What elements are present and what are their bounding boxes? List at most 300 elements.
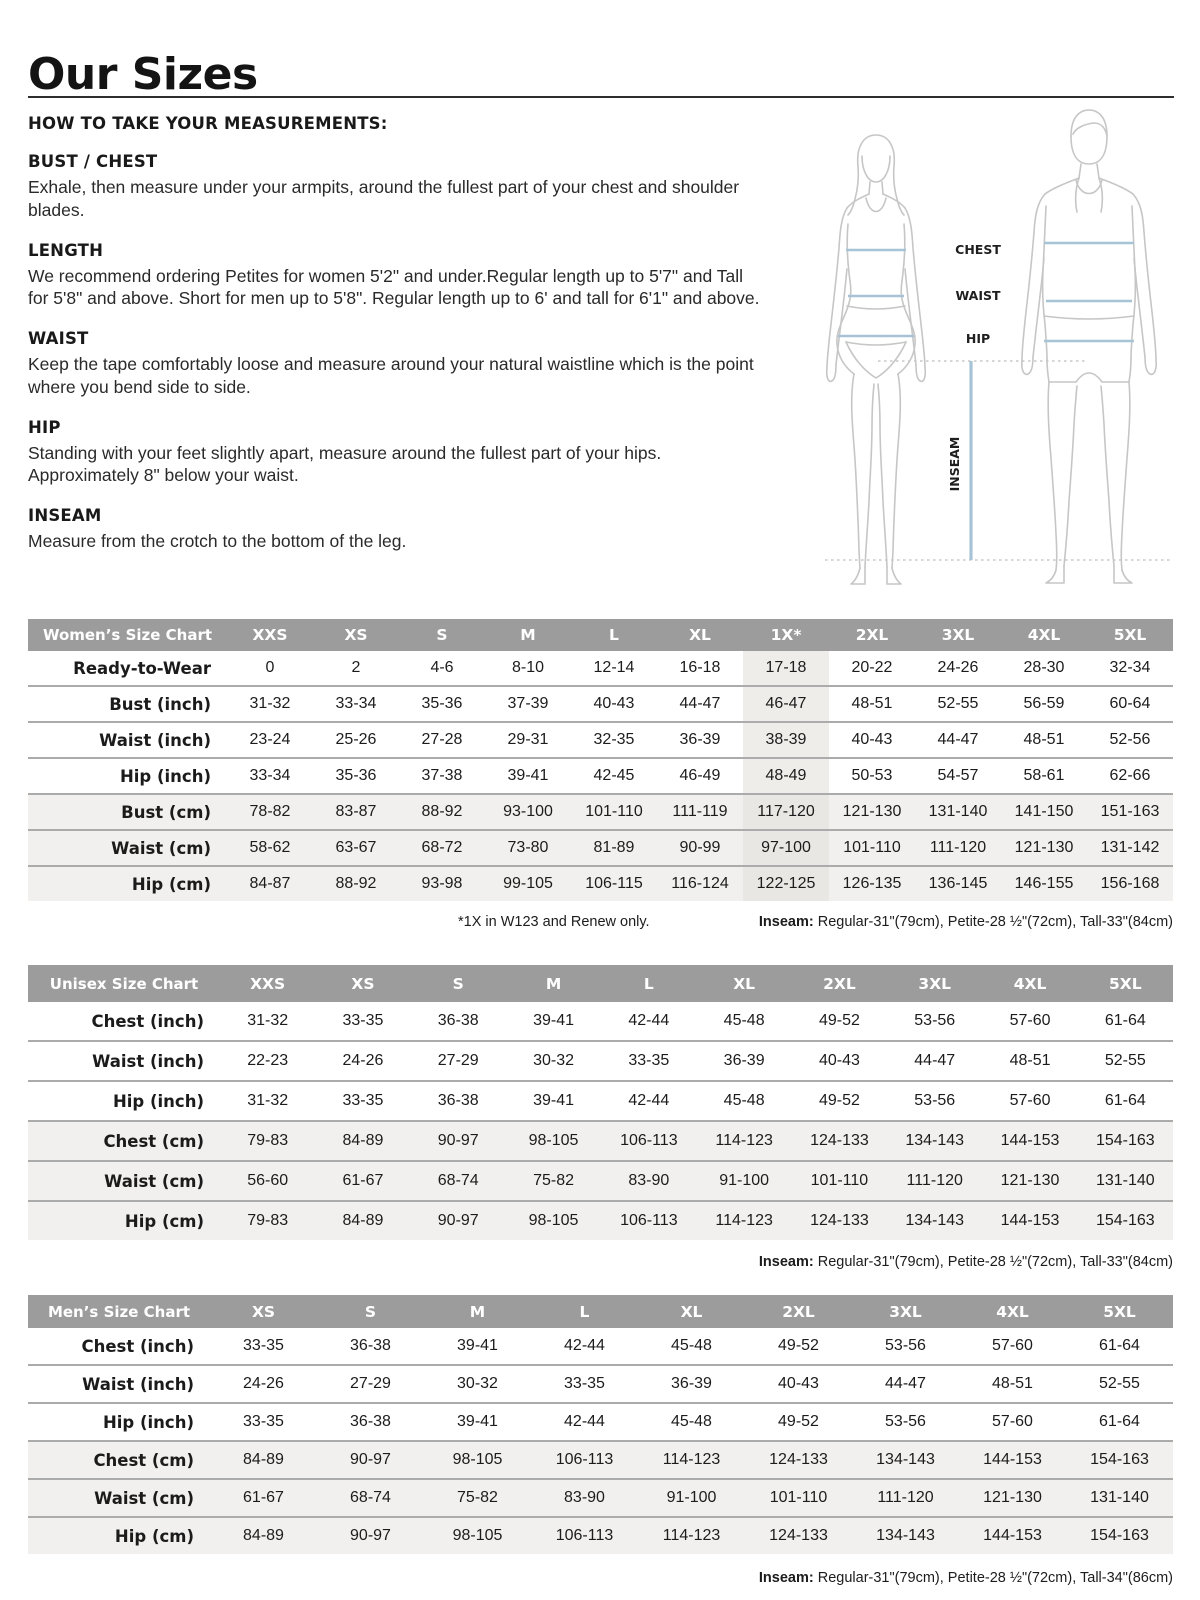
- size-cell: 33-35: [342, 1012, 384, 1029]
- table-row: [28, 1161, 1173, 1201]
- size-column-header: L: [601, 965, 696, 1002]
- size-cell: 154-163: [1095, 1212, 1155, 1229]
- size-column-header: XL: [696, 965, 791, 1002]
- size-cell: 27-28: [421, 731, 463, 748]
- size-cell: 57-60: [1009, 1092, 1051, 1109]
- size-cell: 93-100: [503, 803, 553, 820]
- size-cell: 31-32: [247, 1092, 289, 1109]
- size-cell: 30-32: [533, 1052, 574, 1069]
- size-cell: 23-24: [249, 731, 291, 748]
- page-title: Our Sizes: [28, 49, 258, 101]
- size-cell: 131-140: [1090, 1489, 1149, 1506]
- table-row: [28, 1403, 1173, 1441]
- inseam-note-label: Inseam:: [758, 914, 814, 930]
- size-column-header: L: [531, 1295, 638, 1328]
- size-cell: 24-26: [342, 1052, 384, 1069]
- instruction-section-inseam: [28, 506, 760, 553]
- size-cell: 124-133: [769, 1527, 828, 1544]
- row-label: Bust (cm): [121, 802, 211, 822]
- size-cell: 48-49: [743, 758, 829, 794]
- size-column-header: S: [399, 619, 485, 651]
- size-cell: 84-89: [342, 1132, 384, 1149]
- row-label: Waist (cm): [104, 1171, 204, 1191]
- row-label: Waist (cm): [111, 838, 211, 858]
- size-cell: 134-143: [876, 1527, 935, 1544]
- size-cell: 61-64: [1099, 1337, 1140, 1354]
- size-cell: 98-105: [528, 1212, 579, 1229]
- size-cell: 111-120: [877, 1489, 934, 1506]
- size-cell: 88-92: [421, 803, 463, 820]
- size-cell: 124-133: [810, 1132, 869, 1149]
- size-cell: 154-163: [1090, 1451, 1149, 1468]
- section-body: Exhale, then measure under your armpits, around the fullest part of your chest and shoulder blades.: [28, 177, 740, 220]
- size-column-header: 2XL: [792, 965, 887, 1002]
- size-cell: 37-38: [421, 767, 463, 784]
- size-cell: 121-130: [983, 1489, 1042, 1506]
- size-cell: 144-153: [983, 1451, 1042, 1468]
- size-cell: 36-39: [671, 1375, 712, 1392]
- size-cell: 54-57: [937, 767, 979, 784]
- inseam-note-label: Inseam:: [758, 1570, 814, 1586]
- size-cell: 154-163: [1090, 1527, 1149, 1544]
- size-cell: 62-66: [1109, 767, 1151, 784]
- row-label: Waist (cm): [94, 1488, 194, 1508]
- size-column-header: 3XL: [915, 619, 1001, 651]
- size-cell: 42-44: [628, 1092, 670, 1109]
- size-cell: 136-145: [928, 875, 988, 892]
- section-title: WAIST: [28, 329, 89, 348]
- table-row: [28, 1201, 1173, 1240]
- size-column-header: 3XL: [852, 1295, 959, 1328]
- size-cell: 131-140: [928, 803, 988, 820]
- size-cell: 49-52: [818, 1092, 860, 1109]
- row-label: Hip (cm): [114, 1526, 194, 1546]
- table-row: [28, 1081, 1173, 1121]
- size-column-header: 3XL: [887, 965, 982, 1002]
- size-cell: 99-105: [503, 875, 553, 892]
- table-title: Men’s Size Chart: [28, 1295, 210, 1328]
- size-cell: 48-51: [992, 1375, 1033, 1392]
- table-row: [28, 651, 1173, 686]
- size-column-header: XXS: [220, 965, 315, 1002]
- man-figure: [1022, 110, 1156, 583]
- size-column-header: 4XL: [982, 965, 1077, 1002]
- size-cell: 4-6: [430, 659, 454, 676]
- size-cell: 45-48: [723, 1092, 765, 1109]
- row-label: Waist (inch): [99, 730, 211, 750]
- table-row: [28, 1121, 1173, 1161]
- size-cell: 98-105: [528, 1132, 579, 1149]
- size-cell: 114-123: [662, 1451, 721, 1468]
- row-label: Bust (inch): [109, 694, 211, 714]
- size-cell: 49-52: [818, 1012, 860, 1029]
- size-cell: 57-60: [992, 1337, 1033, 1354]
- instruction-section-length: [28, 241, 760, 311]
- womens-table-footnote: [28, 914, 1173, 930]
- size-cell: 146-155: [1014, 875, 1074, 892]
- size-cell: 122-125: [743, 866, 829, 901]
- table-row: [28, 1328, 1173, 1365]
- chest-label: CHEST: [955, 242, 1001, 257]
- table-row: [28, 1002, 1173, 1041]
- womens-size-chart-table: [28, 619, 1173, 901]
- size-cell: 114-123: [662, 1527, 721, 1544]
- size-cell: 27-29: [350, 1375, 391, 1392]
- size-column-header: XXS: [227, 619, 313, 651]
- size-cell: 114-123: [715, 1132, 773, 1149]
- size-cell: 63-67: [335, 839, 377, 856]
- table-row: [28, 794, 1173, 830]
- size-cell: 22-23: [247, 1052, 289, 1069]
- size-cell: 39-41: [507, 767, 549, 784]
- size-cell: 134-143: [905, 1132, 965, 1149]
- size-cell: 60-64: [1109, 695, 1151, 712]
- size-cell: 68-74: [437, 1172, 479, 1189]
- size-cell: 83-87: [335, 803, 377, 820]
- size-cell: 52-55: [1104, 1052, 1146, 1069]
- size-cell: 33-35: [243, 1413, 284, 1430]
- size-cell: 2: [351, 659, 361, 676]
- size-cell: 39-41: [533, 1012, 574, 1029]
- size-cell: 68-72: [421, 839, 463, 856]
- size-cell: 106-113: [555, 1451, 614, 1468]
- size-cell: 44-47: [885, 1375, 926, 1392]
- instructions-heading: HOW TO TAKE YOUR MEASUREMENTS:: [28, 114, 388, 133]
- size-cell: 121-130: [1014, 839, 1074, 856]
- size-column-header: 5XL: [1087, 619, 1173, 651]
- size-cell: 61-64: [1099, 1413, 1140, 1430]
- section-body: We recommend ordering Petites for women 5'2" and under.Regular length up to 5'7" and Tall for 5'8" and above. Short for men up to 5'8". Regular length up to 6' and tall for 6'1" and above.: [28, 265, 760, 309]
- size-cell: 27-29: [437, 1052, 479, 1069]
- size-cell: 31-32: [247, 1012, 289, 1029]
- size-cell: 126-135: [842, 875, 902, 892]
- size-cell: 17-18: [743, 651, 829, 686]
- size-cell: 33-34: [335, 695, 377, 712]
- row-label: Ready-to-Wear: [73, 658, 211, 678]
- table-row: [28, 1479, 1173, 1517]
- size-cell: 49-52: [778, 1337, 819, 1354]
- size-column-header: XS: [315, 965, 410, 1002]
- size-cell: 32-34: [1109, 659, 1151, 676]
- size-cell: 44-47: [679, 695, 721, 712]
- size-cell: 53-56: [914, 1012, 956, 1029]
- size-cell: 36-38: [350, 1413, 391, 1430]
- row-label: Hip (cm): [124, 1211, 204, 1231]
- inseam-note-text: Regular-31"(79cm), Petite-28 ½"(72cm), Tall-33"(84cm): [813, 1254, 1173, 1270]
- size-cell: 79-83: [247, 1212, 289, 1229]
- size-cell: 42-44: [564, 1413, 605, 1430]
- womens-inseam-note: [759, 914, 1173, 930]
- size-cell: 36-39: [679, 731, 721, 748]
- table-row: [28, 758, 1173, 794]
- section-body: Standing with your feet slightly apart, measure around the fullest part of your hips. Approximately 8" below your waist.: [28, 442, 662, 486]
- size-cell: 106-113: [620, 1132, 678, 1149]
- instruction-section-waist: [28, 329, 760, 399]
- size-cell: 61-64: [1104, 1092, 1146, 1109]
- size-cell: 75-82: [533, 1172, 574, 1189]
- size-cell: 48-51: [1023, 731, 1065, 748]
- size-cell: 90-97: [437, 1212, 479, 1229]
- row-label: Waist (inch): [92, 1051, 204, 1071]
- size-cell: 48-51: [851, 695, 893, 712]
- size-cell: 98-105: [452, 1451, 503, 1468]
- size-cell: 144-153: [983, 1527, 1042, 1544]
- table-row: [28, 866, 1173, 901]
- size-cell: 131-142: [1100, 839, 1160, 856]
- size-cell: 101-110: [585, 803, 643, 820]
- size-cell: 61-67: [342, 1172, 384, 1189]
- table-title: Women’s Size Chart: [28, 619, 227, 651]
- size-column-header: XL: [657, 619, 743, 651]
- size-cell: 24-26: [243, 1375, 284, 1392]
- size-cell: 52-55: [937, 695, 979, 712]
- size-cell: 12-14: [593, 659, 635, 676]
- size-cell: 45-48: [671, 1413, 712, 1430]
- size-cell: 61-67: [243, 1489, 284, 1506]
- size-cell: 49-52: [778, 1413, 819, 1430]
- figures-illustration: [788, 106, 1180, 594]
- size-cell: 106-115: [585, 875, 643, 892]
- size-cell: 84-89: [243, 1527, 284, 1544]
- unisex-table-footnote: [28, 1254, 1173, 1270]
- size-cell: 44-47: [937, 731, 979, 748]
- size-cell: 35-36: [335, 767, 377, 784]
- size-cell: 40-43: [818, 1052, 860, 1069]
- size-cell: 38-39: [743, 722, 829, 758]
- size-cell: 91-100: [719, 1172, 770, 1189]
- row-label: Hip (cm): [131, 874, 211, 894]
- size-cell: 36-38: [437, 1092, 479, 1109]
- size-cell: 33-35: [564, 1375, 605, 1392]
- woman-figure: [827, 135, 926, 584]
- row-label: Chest (cm): [103, 1131, 204, 1151]
- size-cell: 73-80: [507, 839, 549, 856]
- size-cell: 31-32: [249, 695, 291, 712]
- size-cell: 37-39: [507, 695, 549, 712]
- size-cell: 42-45: [593, 767, 635, 784]
- table-row: [28, 1365, 1173, 1403]
- size-cell: 33-35: [628, 1052, 670, 1069]
- size-cell: 45-48: [671, 1337, 712, 1354]
- size-cell: 56-60: [247, 1172, 289, 1189]
- size-cell: 121-130: [842, 803, 902, 820]
- size-cell: 28-30: [1023, 659, 1065, 676]
- instruction-section-bust: [28, 152, 760, 222]
- size-cell: 90-97: [350, 1451, 391, 1468]
- size-cell: 53-56: [914, 1092, 956, 1109]
- size-cell: 40-43: [851, 731, 893, 748]
- size-cell: 58-62: [249, 839, 291, 856]
- size-cell: 124-133: [769, 1451, 828, 1468]
- size-column-header: XS: [313, 619, 399, 651]
- instruction-section-hip: [28, 418, 760, 488]
- inseam-note-text: Regular-31"(79cm), Petite-28 ½"(72cm), Tall-34"(86cm): [813, 1570, 1173, 1586]
- size-cell: 30-32: [457, 1375, 498, 1392]
- size-cell: 78-82: [249, 803, 291, 820]
- size-cell: 42-44: [564, 1337, 605, 1354]
- size-cell: 117-120: [743, 794, 829, 830]
- size-cell: 134-143: [905, 1212, 965, 1229]
- section-title: INSEAM: [28, 506, 102, 525]
- section-title: BUST / CHEST: [28, 152, 158, 171]
- size-cell: 39-41: [457, 1337, 498, 1354]
- size-cell: 98-105: [452, 1527, 503, 1544]
- size-column-header: S: [317, 1295, 424, 1328]
- size-cell: 124-133: [810, 1212, 869, 1229]
- row-label: Chest (cm): [93, 1450, 194, 1470]
- inseam-note-text: Regular-31"(79cm), Petite-28 ½"(72cm), Tall-33"(84cm): [813, 914, 1173, 930]
- table-row: [28, 1441, 1173, 1479]
- size-cell: 42-44: [628, 1012, 670, 1029]
- size-cell: 144-153: [1000, 1132, 1060, 1149]
- size-column-header: 5XL: [1066, 1295, 1173, 1328]
- size-cell: 134-143: [876, 1451, 935, 1468]
- size-cell: 93-98: [421, 875, 463, 892]
- size-cell: 111-120: [929, 839, 987, 856]
- size-cell: 111-119: [672, 803, 728, 820]
- measurement-instructions: [28, 114, 760, 553]
- size-column-header: 2XL: [745, 1295, 852, 1328]
- size-cell: 141-150: [1014, 803, 1074, 820]
- size-cell: 156-168: [1100, 875, 1160, 892]
- row-label: Hip (inch): [102, 1412, 194, 1432]
- size-cell: 36-38: [350, 1337, 391, 1354]
- size-cell: 101-110: [769, 1489, 828, 1506]
- size-cell: 79-83: [247, 1132, 289, 1149]
- size-cell: 40-43: [778, 1375, 819, 1392]
- size-cell: 106-113: [620, 1212, 678, 1229]
- size-cell: 8-10: [511, 659, 545, 676]
- size-cell: 90-97: [437, 1132, 479, 1149]
- table-row: [28, 830, 1173, 866]
- row-label: Hip (inch): [119, 766, 211, 786]
- measurement-diagram: [788, 106, 1180, 594]
- size-column-header: M: [506, 965, 601, 1002]
- size-cell: 16-18: [679, 659, 721, 676]
- table-row: [28, 722, 1173, 758]
- size-cell: 81-89: [593, 839, 635, 856]
- table-row: [28, 1041, 1173, 1081]
- size-cell: 83-90: [628, 1172, 670, 1189]
- size-cell: 45-48: [723, 1012, 765, 1029]
- mens-table-footnote: [28, 1570, 1173, 1586]
- size-cell: 106-113: [555, 1527, 614, 1544]
- size-column-header: 2XL: [829, 619, 915, 651]
- size-cell: 116-124: [671, 875, 729, 892]
- size-cell: 154-163: [1095, 1132, 1155, 1149]
- size-cell: 33-34: [249, 767, 291, 784]
- dotted-guides: [825, 361, 1173, 560]
- size-cell: 90-99: [679, 839, 721, 856]
- size-cell: 53-56: [885, 1413, 926, 1430]
- size-cell: 29-31: [507, 731, 549, 748]
- inseam-label: INSEAM: [947, 436, 962, 492]
- section-body: Measure from the crotch to the bottom of the leg.: [28, 531, 407, 551]
- size-cell: 40-43: [593, 695, 635, 712]
- size-cell: 36-38: [437, 1012, 479, 1029]
- size-cell: 91-100: [666, 1489, 717, 1506]
- size-cell: 46-49: [679, 767, 721, 784]
- size-cell: 20-22: [851, 659, 893, 676]
- size-cell: 84-89: [342, 1212, 384, 1229]
- size-cell: 46-47: [743, 686, 829, 722]
- size-cell: 33-35: [342, 1092, 384, 1109]
- row-label: Waist (inch): [82, 1374, 194, 1394]
- size-cell: 57-60: [1009, 1012, 1051, 1029]
- hip-label: HIP: [965, 331, 991, 346]
- size-cell: 114-123: [715, 1212, 773, 1229]
- inseam-note-label: Inseam:: [758, 1254, 814, 1270]
- size-cell: 83-90: [564, 1489, 605, 1506]
- size-cell: 68-74: [350, 1489, 391, 1506]
- size-column-header: XS: [210, 1295, 317, 1328]
- unisex-size-chart-table: [28, 965, 1173, 1240]
- size-cell: 25-26: [335, 731, 377, 748]
- size-cell: 0: [265, 659, 275, 676]
- size-column-header: M: [485, 619, 571, 651]
- size-column-header: L: [571, 619, 657, 651]
- size-cell: 32-35: [593, 731, 635, 748]
- size-cell: 50-53: [851, 767, 893, 784]
- mens-size-chart-table: [28, 1295, 1173, 1554]
- row-label: Chest (inch): [91, 1011, 204, 1031]
- size-cell: 24-26: [937, 659, 979, 676]
- size-column-header: XL: [638, 1295, 745, 1328]
- size-cell: 39-41: [457, 1413, 498, 1430]
- size-cell: 101-110: [843, 839, 901, 856]
- table-row: [28, 686, 1173, 722]
- size-column-header: 1X*: [743, 619, 829, 651]
- size-cell: 90-97: [350, 1527, 391, 1544]
- size-cell: 101-110: [810, 1172, 869, 1189]
- size-cell: 121-130: [1000, 1172, 1060, 1189]
- title-divider: [28, 96, 1174, 98]
- row-label: Hip (inch): [112, 1091, 204, 1111]
- size-cell: 97-100: [743, 830, 829, 866]
- table-row: [28, 1517, 1173, 1554]
- size-column-header: 4XL: [959, 1295, 1066, 1328]
- size-cell: 48-51: [1009, 1052, 1051, 1069]
- size-cell: 58-61: [1023, 767, 1065, 784]
- size-column-header: 4XL: [1001, 619, 1087, 651]
- size-cell: 75-82: [457, 1489, 498, 1506]
- size-cell: 131-140: [1095, 1172, 1155, 1189]
- size-cell: 53-56: [885, 1337, 926, 1354]
- size-column-header: S: [411, 965, 506, 1002]
- size-cell: 44-47: [914, 1052, 956, 1069]
- size-column-header: 5XL: [1078, 965, 1173, 1002]
- size-cell: 39-41: [533, 1092, 574, 1109]
- size-cell: 57-60: [992, 1413, 1033, 1430]
- size-cell: 84-87: [249, 875, 291, 892]
- size-cell: 61-64: [1104, 1012, 1146, 1029]
- size-cell: 88-92: [335, 875, 377, 892]
- size-cell: 151-163: [1100, 803, 1160, 820]
- size-cell: 33-35: [243, 1337, 284, 1354]
- size-cell: 111-120: [906, 1172, 963, 1189]
- section-body: Keep the tape comfortably loose and measure around your natural waistline which is the point where you bend side to side.: [28, 354, 754, 397]
- row-label: Chest (inch): [81, 1336, 194, 1356]
- size-cell: 52-55: [1099, 1375, 1140, 1392]
- one-x-footnote: *1X in W123 and Renew only.: [458, 914, 650, 930]
- section-title: HIP: [28, 417, 61, 437]
- table-title: Unisex Size Chart: [28, 965, 220, 1002]
- waist-label: WAIST: [955, 288, 1001, 303]
- size-cell: 56-59: [1023, 695, 1065, 712]
- size-cell: 144-153: [1000, 1212, 1060, 1229]
- size-cell: 84-89: [243, 1451, 284, 1468]
- size-cell: 36-39: [723, 1052, 765, 1069]
